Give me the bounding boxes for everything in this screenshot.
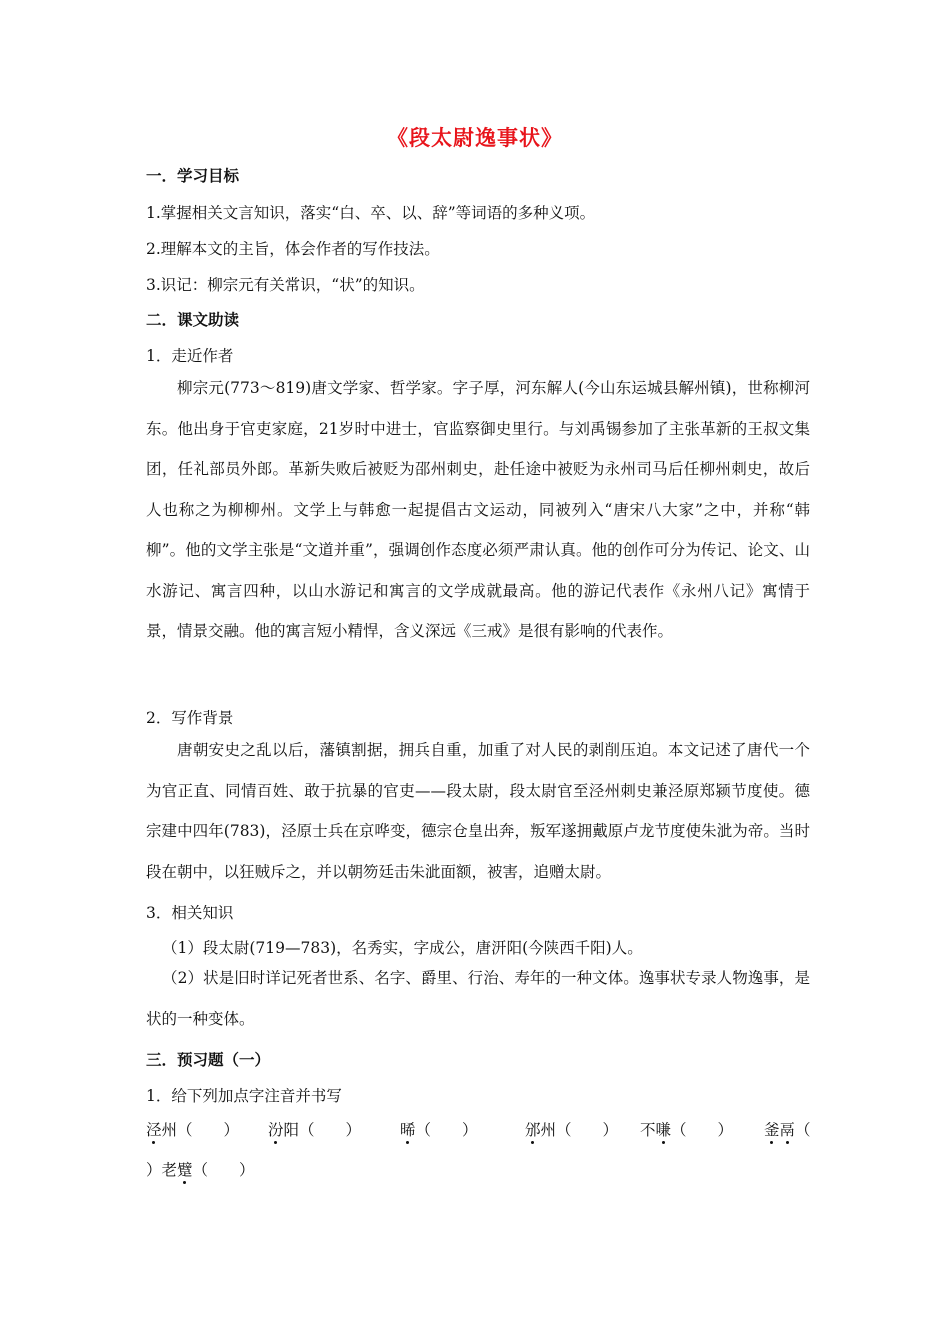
goal-item: 1.掌握相关文言知识，落实“白、卒、以、辞”等词语的多种义项。: [146, 204, 596, 222]
dotted-char: 邠: [525, 1121, 541, 1139]
pronunciation-item: 邠州（ ）: [525, 1121, 619, 1139]
dotted-char: 晞: [400, 1121, 416, 1139]
knowledge-item: （2）状是旧时详记死者世系、名字、爵里、行治、寿年的一种文体。逸事状专录人物逸事，是状的一种变体。: [146, 969, 810, 1028]
goal-item: 3.识记：柳宗元有关常识，“状”的知识。: [146, 276, 425, 294]
background-paragraph: 唐朝安史之乱以后，藩镇割据，拥兵自重，加重了对人民的剥削压迫。本文记述了唐代一个为官正直、同情百姓、敢于抗暴的官吏——段太尉，段太尉官至泾州刺史兼泾原郑颍节度使。德宗建中四年(783)，泾原士兵在京哗变，德宗仓皇出奔，叛军遂拥戴原卢龙节度使朱泚为帝。当时段在朝中，以狂贼斥之，并以朝笏廷击朱泚面额，被害，追赠太尉。: [146, 741, 810, 881]
pronunciation-item: 泾州（ ）: [146, 1121, 240, 1139]
pronunciation-item: 釜鬲（: [764, 1121, 811, 1139]
subheading-background: 2．写作背景: [146, 709, 234, 727]
pronunciation-item: 汾阳（ ）: [268, 1121, 362, 1139]
dotted-char: 嗛: [655, 1121, 672, 1139]
dotted-char: 汾: [268, 1121, 284, 1139]
knowledge-item: （1）段太尉(719—783)，名秀实，字成公，唐汧阳(今陕西千阳)人。: [162, 939, 643, 957]
subheading-knowledge: 3．相关知识: [146, 904, 234, 922]
goal-item: 2.理解本文的主旨，体会作者的写作技法。: [146, 240, 440, 258]
pronunciation-item: 晞（ ）: [400, 1121, 478, 1139]
pronunciation-item: ）老躄（ ）: [146, 1161, 255, 1179]
dotted-char: 泾: [146, 1121, 162, 1139]
dotted-char: 鬲: [779, 1121, 796, 1139]
dotted-char: 躄: [177, 1161, 193, 1179]
author-paragraph: 柳宗元(773～819)唐文学家、哲学家。字子厚，河东解人(今山东运城县解州镇)，世称柳河东。他出身于官吏家庭，21岁时中进士，官监察御史里行。与刘禹锡参加了主张革新的王叔文集团，任礼部员外郎。革新失败后被贬为邵州刺史，赴任途中被贬为永州司马后任柳州刺史，故后人也称之为柳柳州。文学上与韩愈一起提倡古文运动，同被列入“唐宋八大家”之中，并称“韩柳”。他的文学主张是“文道并重”，强调创作态度必须严肃认真。他的创作可分为传记、论文、山水游记、寓言四种，以山水游记和寓言的文学成就最高。他的游记代表作《永州八记》寓情于景，情景交融。他的寓言短小精悍，含义深远《三戒》是很有影响的代表作。: [146, 379, 810, 640]
section-heading-preview: 三．预习题（一）: [146, 1050, 271, 1069]
section-heading-goals: 一．学习目标: [146, 166, 240, 185]
document-title: 《段太尉逸事状》: [387, 125, 563, 150]
dotted-char: 釜: [764, 1121, 780, 1139]
subheading-pronunciation: 1．给下列加点字注音并书写: [146, 1087, 342, 1105]
section-heading-reading: 二．课文助读: [146, 310, 240, 329]
subheading-author: 1．走近作者: [146, 347, 234, 365]
pronunciation-item: 不嗛（ ）: [640, 1121, 734, 1139]
